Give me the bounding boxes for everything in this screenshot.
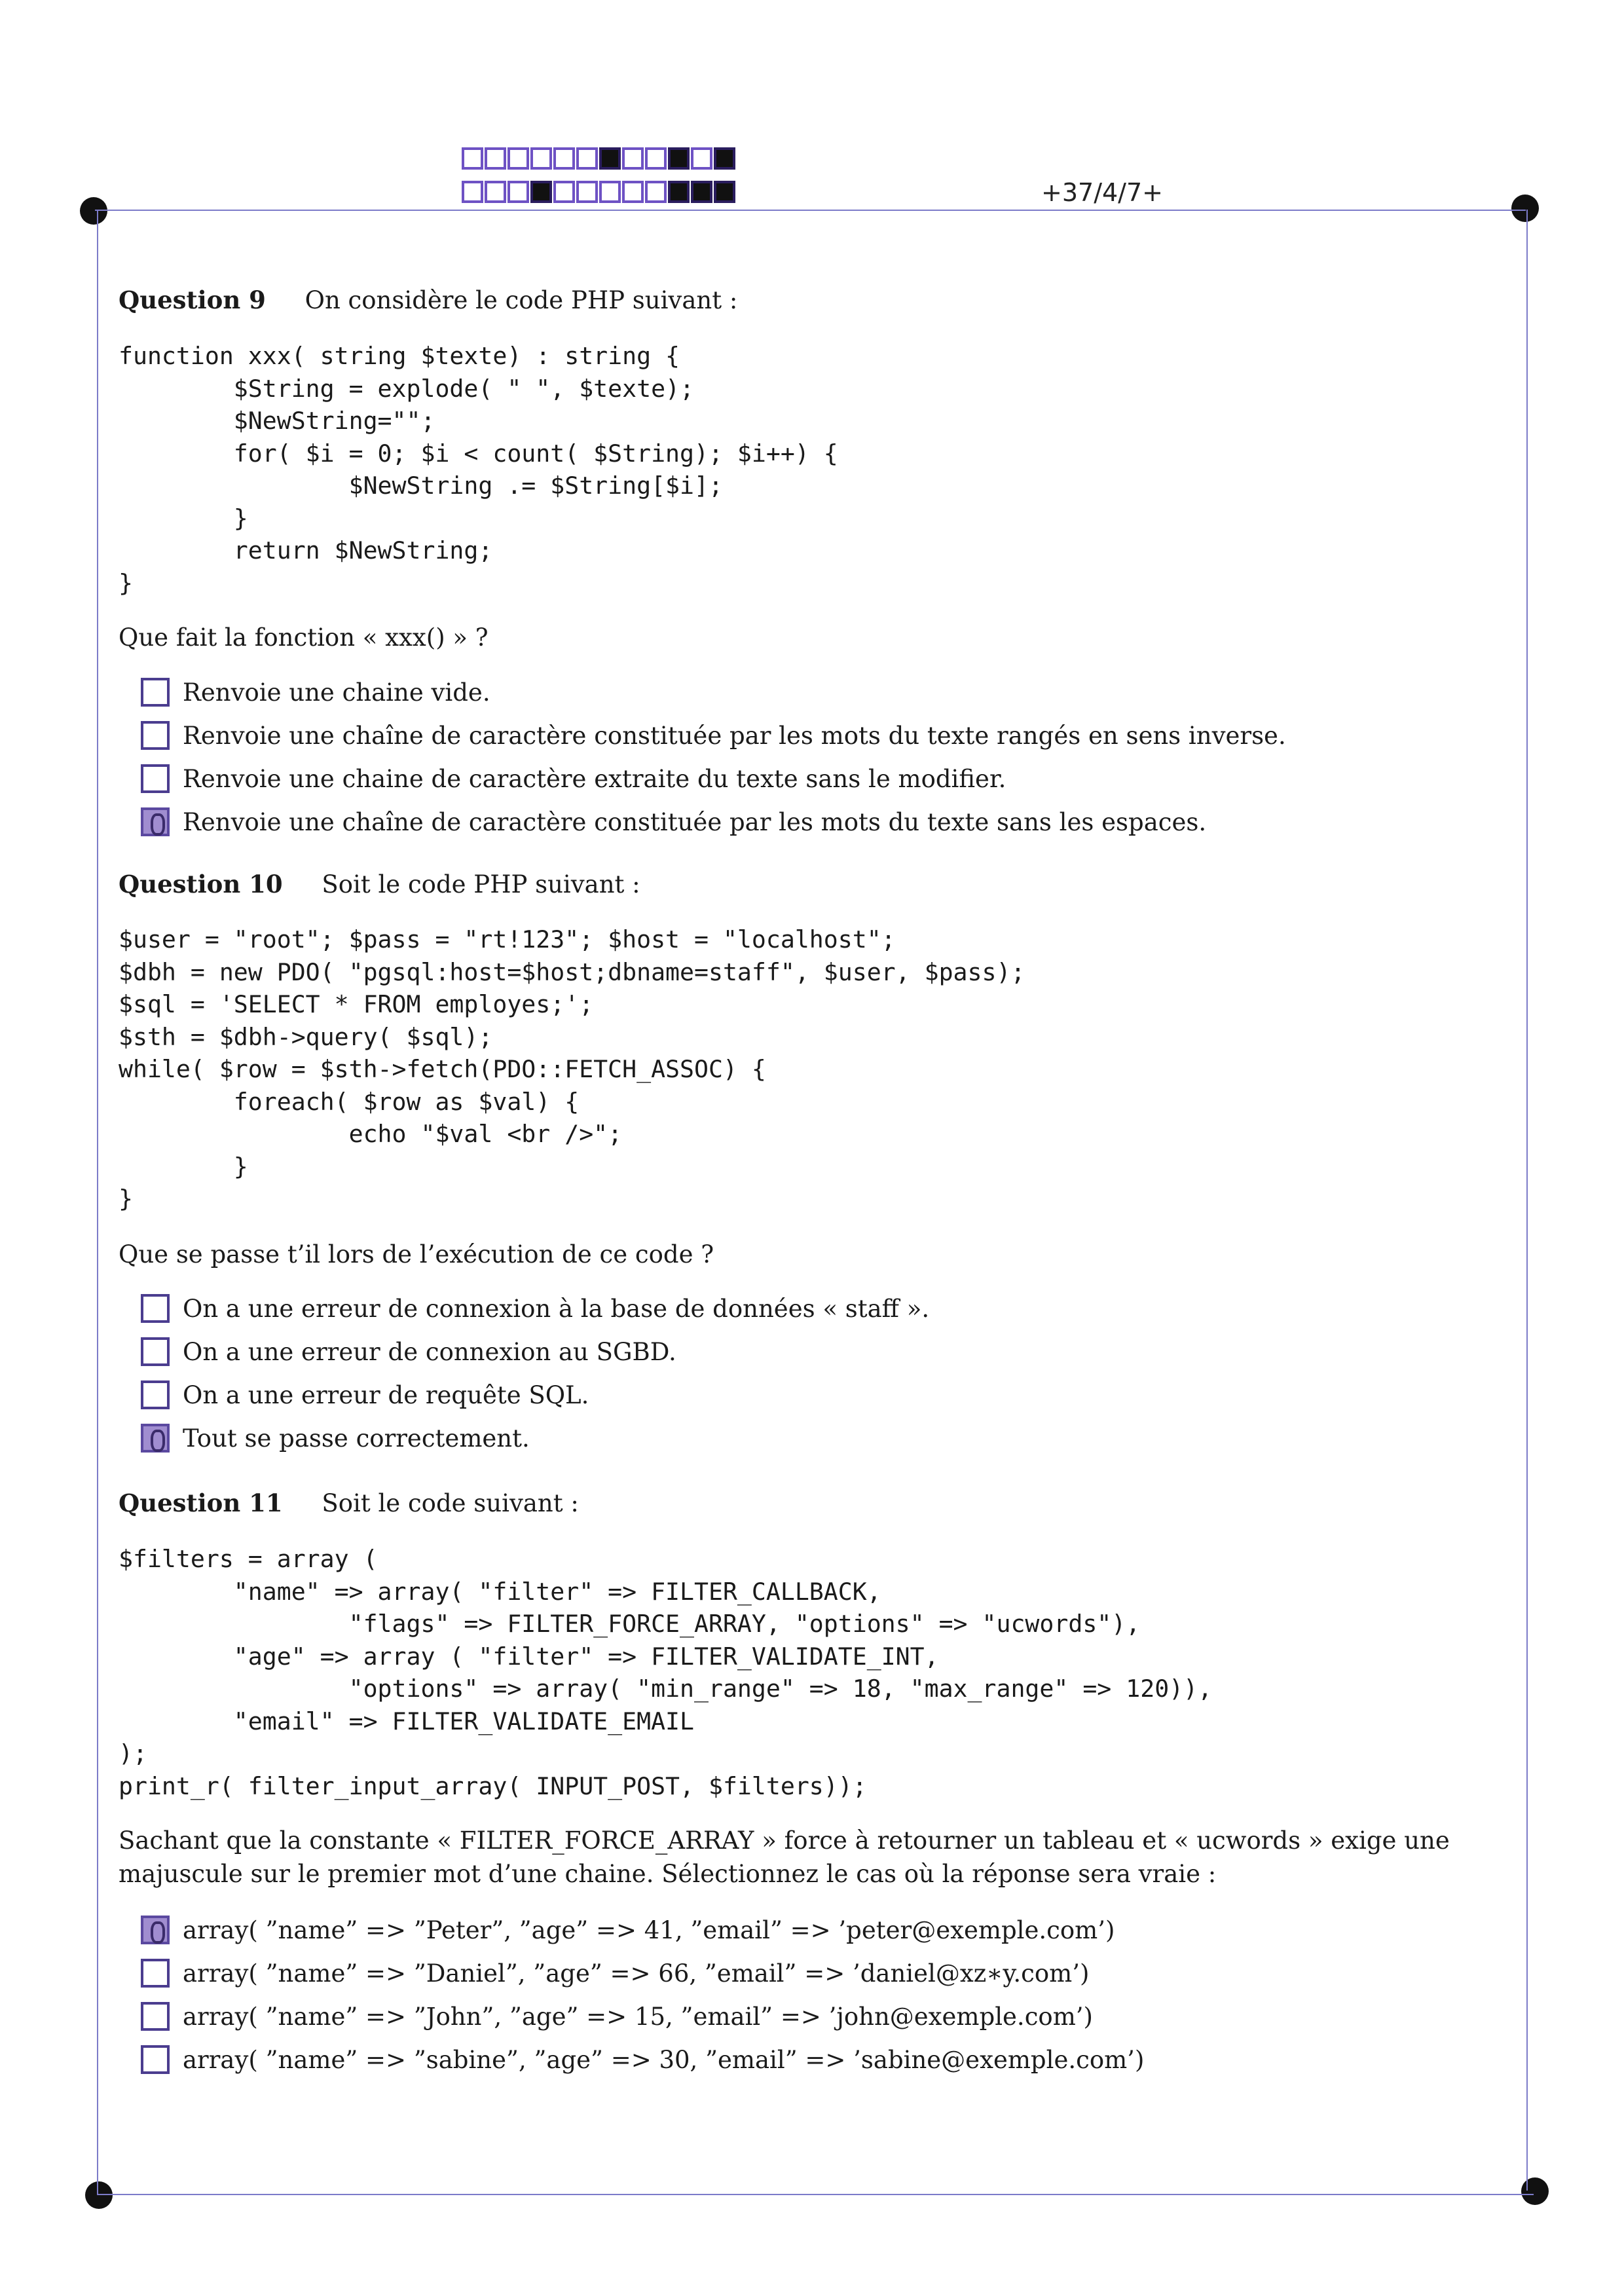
question-11-code: $filters = array ( "name" => array( "filter" => FILTER_CALLBACK, "flags" => FILTER_FORCE_ARRAY, "options" => "ucwords"), "age" => array ( "filter" => FILTER_VALIDATE_INT, "options" => array( "min_range" => 18, "max_range" => 120)), "email" => FILTER_VALIDATE_EMAIL ); print_r( filter_input_array( INPUT_POST, $filters)); (119, 1545, 1213, 1800)
barcode-box (668, 181, 690, 203)
barcode-box (645, 147, 667, 170)
choice-label: Renvoie une chaîne de caractère constituée par les mots du texte rangés en sens inverse. (183, 721, 1286, 750)
barcode-box (553, 147, 575, 170)
question-9-header (119, 286, 737, 314)
checkbox[interactable] (141, 2002, 170, 2031)
frame-left-line (97, 211, 98, 2195)
registration-dot-top-left (80, 197, 107, 225)
barcode-box (485, 147, 506, 170)
barcode-box (668, 147, 690, 170)
question-10-label: Question 10 (119, 870, 283, 898)
barcode-box (507, 147, 529, 170)
q11-choice-3[interactable] (141, 2000, 1093, 2033)
question-10-intro: Soit le code PHP suivant : (322, 870, 640, 898)
choice-label: Renvoie une chaîne de caractère constituée par les mots du texte sans les espaces. (183, 807, 1207, 836)
barcode-box (691, 181, 712, 203)
barcode-box (599, 181, 621, 203)
choice-label: On a une erreur de requête SQL. (183, 1380, 589, 1409)
question-10-prompt: Que se passe t’il lors de l’exécution de ce code ? (119, 1240, 714, 1268)
question-9-code: function xxx( string $texte) : string { $String = explode( " ", $texte); $NewString=""; for( $i = 0; $i < count( $String); $i++) { $NewString .= $String[$i]; } return $NewString; } (119, 342, 838, 597)
checkbox[interactable] (141, 807, 170, 836)
registration-dot-bottom-left (85, 2181, 113, 2209)
barcode-box (714, 181, 735, 203)
question-11-header (119, 1489, 579, 1517)
q9-choice-3[interactable] (141, 762, 1006, 795)
question-10-header (119, 870, 640, 898)
question-11-prompt: Sachant que la constante « FILTER_FORCE_ARRAY » force à retourner un tableau et « ucwords » exige une majuscule sur le premier mot d’une chaine. Sélectionnez le cas où la réponse sera vraie : (119, 1826, 1450, 1888)
choice-label: array( ”name” => ”Peter”, ”age” => 41, ”email” => ’peter@exemple.com’) (183, 1916, 1115, 1944)
registration-dot-bottom-right (1521, 2177, 1549, 2205)
barcode-box (691, 147, 712, 170)
choice-label: Renvoie une chaine de caractère extraite du texte sans le modifier. (183, 764, 1006, 793)
barcode-row-1 (462, 147, 737, 170)
checkbox[interactable] (141, 678, 170, 707)
choice-label: array( ”name” => ”John”, ”age” => 15, ”email” => ’john@exemple.com’) (183, 2002, 1093, 2031)
checkbox[interactable] (141, 1916, 170, 1944)
barcode-box (622, 181, 644, 203)
checkbox[interactable] (141, 1959, 170, 1988)
registration-dot-top-right (1511, 194, 1539, 222)
question-11-label: Question 11 (119, 1489, 283, 1517)
barcode-box (530, 181, 552, 203)
choice-label: array( ”name” => ”Daniel”, ”age” => 66, ”email” => ’daniel@xz∗y.com’) (183, 1959, 1090, 1988)
checkbox[interactable] (141, 1337, 170, 1366)
barcode-row-2 (462, 181, 737, 203)
q11-choice-2[interactable] (141, 1957, 1089, 1990)
barcode-box (714, 147, 735, 170)
choice-label: Tout se passe correctement. (183, 1424, 530, 1453)
barcode-box (462, 147, 483, 170)
choice-label: Renvoie une chaine vide. (183, 678, 490, 707)
q9-choice-1[interactable] (141, 676, 490, 709)
checkbox[interactable] (141, 2045, 170, 2074)
barcode-box (485, 181, 506, 203)
frame-right-line (1526, 210, 1528, 2191)
q10-choice-1[interactable] (141, 1292, 929, 1325)
barcode-box (576, 181, 598, 203)
frame-bottom-line (98, 2194, 1534, 2195)
barcode-box (462, 181, 483, 203)
question-10-code: $user = "root"; $pass = "rt!123"; $host = "localhost"; $dbh = new PDO( "pgsql:host=$host;dbname=staff", $user, $pass); $sql = 'SELECT * FROM employes;'; $sth = $dbh->query( $sql); while( $row = $sth->fetch(PDO::FETCH_ASSOC) { foreach( $row as $val) { echo "$val <br />"; } } (119, 925, 1025, 1213)
checkbox[interactable] (141, 764, 170, 793)
checkbox[interactable] (141, 1294, 170, 1323)
question-9-label: Question 9 (119, 286, 266, 314)
choice-label: On a une erreur de connexion au SGBD. (183, 1337, 676, 1366)
question-9-intro: On considère le code PHP suivant : (304, 286, 738, 314)
barcode-box (576, 147, 598, 170)
q9-choice-4[interactable] (141, 805, 1206, 838)
barcode-box (553, 181, 575, 203)
barcode-box (507, 181, 529, 203)
choice-label: array( ”name” => ”sabine”, ”age” => 30, ”email” => ’sabine@exemple.com’) (183, 2045, 1145, 2074)
q11-choice-4[interactable] (141, 2043, 1144, 2076)
barcode-box (530, 147, 552, 170)
question-11-intro: Soit le code suivant : (322, 1489, 579, 1517)
barcode-box (645, 181, 667, 203)
frame-top-line (95, 210, 1526, 211)
page-code: +37/4/7+ (1041, 178, 1163, 207)
q10-choice-4[interactable] (141, 1422, 530, 1454)
checkbox[interactable] (141, 1424, 170, 1453)
checkbox[interactable] (141, 721, 170, 750)
question-9-prompt: Que fait la fonction « xxx() » ? (119, 623, 489, 652)
q10-choice-3[interactable] (141, 1379, 589, 1411)
choice-label: On a une erreur de connexion à la base de données « staff ». (183, 1294, 930, 1323)
q10-choice-2[interactable] (141, 1335, 676, 1368)
checkbox[interactable] (141, 1380, 170, 1409)
q9-choice-2[interactable] (141, 719, 1286, 752)
barcode-box (599, 147, 621, 170)
q11-choice-1[interactable] (141, 1914, 1115, 1946)
barcode-box (622, 147, 644, 170)
